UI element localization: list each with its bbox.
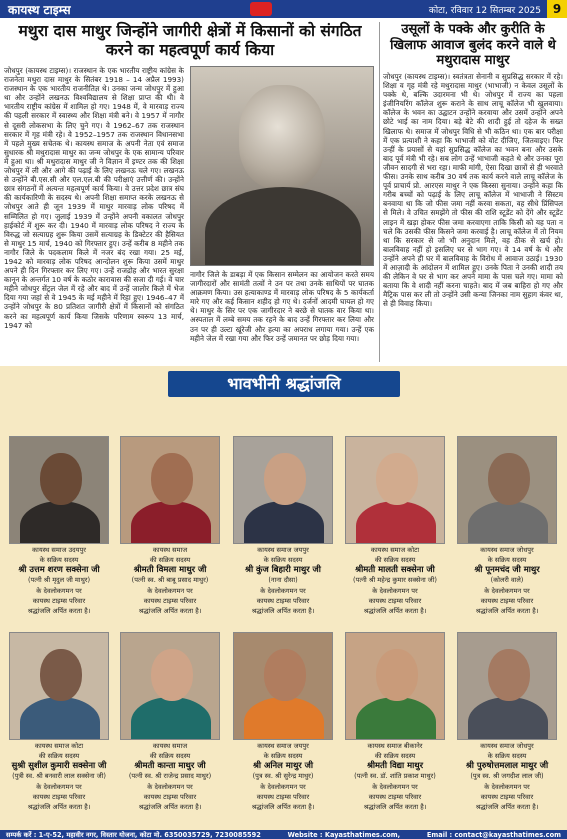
tribute-role: के सक्रिय सदस्य [263, 752, 303, 761]
tribute-name: श्री उत्तम शरण सक्सेना जी [18, 564, 100, 575]
tribute-name: श्रीमती विमला माथुर जी [133, 564, 207, 575]
tribute-card [455, 436, 559, 615]
photo-head [264, 453, 306, 505]
main-headline: मथुरा दास माथुर जिन्होंने जागीरी क्षेत्रों में किसानों को संगठित करने का महत्वपूर्ण कार्य किया [18, 22, 362, 59]
tribute-card [455, 632, 559, 811]
portrait-body [205, 187, 361, 266]
tribute-relation: (पुत्री स्व. श्री बनवारी लाल सक्सेना जी) [12, 772, 106, 781]
tribute-relation: (पत्नी श्री महेन्द्र कुमार सक्सेना जी) [353, 576, 437, 585]
tribute-title: भावभीनी श्रद्धांजलि [168, 371, 400, 397]
tribute-line: के देवलोकगमन पर [484, 586, 530, 595]
tribute-photo [9, 436, 109, 544]
tribute-line: कायस्थ टाइम्स परिवार [480, 596, 534, 605]
tribute-community: कायस्थ समाज जयपुर [257, 742, 309, 750]
tribute-line: कायस्थ टाइम्स परिवार [32, 596, 86, 605]
tribute-relation: (नाना दौसा) [268, 576, 298, 585]
tribute-line: के देवलोकगमन पर [372, 782, 418, 791]
photo-head [488, 649, 530, 701]
tribute-name: श्रीमती कान्ता माथुर जी [134, 760, 206, 771]
tribute-role: की सक्रिय सदस्य [38, 752, 80, 761]
photo-body [20, 501, 100, 544]
footer-bar [0, 830, 567, 839]
tribute-line: श्रद्धांजलि अर्पित करता है। [138, 607, 202, 616]
tribute-community: कायस्थ समाज कोटा [34, 742, 84, 750]
photo-body [244, 501, 324, 544]
main-article-col2: नागौर जिले के डाबड़ा में एक किसान सम्मेलन का आयोजन करते समय जागीरदारों और सामंती तत्वों ने उन पर तथा उनके साथियों पर घातक आक्रमण किया। उस हत्याकाण्ड में मारवाड़ लोक परिषद के 5 कार्यकर्ता मारे गए और कई किसान शहीद हो गए थे। दर्जनों आदमी घायल हो गए थे। माथुर के सिर पर एक जागीरदार ने बरछे से घातक वार किया था। अस्पताल में लम्बे समय तक रहने के बाद उन्हें गिरफ्तार कर लिया और उन पर ही उल्टा खूंरेजी और हत्या का अपराध लगाया गया। उन्हें एक महीने जेल में रखा गया और फिर उन्हें जमानत पर छोड़ दिया गया। [190, 270, 374, 343]
tribute-role: की सक्रिय सदस्य [149, 752, 191, 761]
tribute-name: श्री पुरुषोत्तमलाल माथुर जी [465, 760, 549, 771]
photo-body [131, 697, 211, 740]
tribute-line: श्रद्धांजलि अर्पित करता है। [363, 607, 427, 616]
main-article-col1: जोधपुर (कायस्थ टाइम्स)। राजस्थान के एक भारतीय राष्ट्रीय कांग्रेस के राजनेता मथुरा दास माथुर के सितंबर 1918 – 14 अप्रैल 1993) राजस्थान के एक भारतीय राजनीतिज्ञ थे। उनका जन्म जोधपुर में हुआ था और उन्होंने लखनऊ विश्वविद्यालय से शिक्षा प्राप्त की थी। वे भारतीय राष्ट्रीय कांग्रेस में शामिल हो गए। 1948 में, वे मारवाड़ राज्य की पहली सरकार में स्वास्थ्य और शिक्षा मंत्री बने। वे 1957 में नागौर से दूसरी लोकसभा के लिए चुने गए। वे 1962–67 तक राजस्थान सरकार में गृह मंत्री रहे। वे 1952–1957 तक राजस्थान विधानसभा में पहले मुख्य सचेतक थे। कायस्थ समाज के अपनी नेता एवं समाज सुधारक श्री मथुरादास माथुर का जन्म जोधपुर के एक सामान्य परिवार में हुआ था। श्री मथुरादास माथुर जी ने विज्ञान में इण्टर तक की शिक्षा जोधपुर में ली और आगे की पढ़ाई के लिए लखनऊ चले गए। लखनऊ से उन्होंने बी.एस.सी और एल.एल.बी की परीक्षाएं उत्तीर्ण की। उन्होंने छात्र संगठनों में अत्यन्त महत्वपूर्ण कार्य किया। वे उत्तर प्रदेश छात्र संघ की कार्यकारिणी के सदस्य थे। अपनी शिक्षा समाप्त करके लखनऊ से जोधपुर आते ही जून 1939 में माथुर मारवाड़ लोक परिषद में सम्मिलित हो गए। जुलाई 1939 में उन्होंने अपनी वकालत जोधपुर हाईकोर्ट में शुरू कर दी। 1940 में मारवाड़ लोक परिषद ने राज्य के विरुद्ध जो सत्याग्रह शुरू किया उसमें सत्याग्रह के डिक्टेटर की हैसियत से माथुर 15 मार्च, 1940 को गिरफ्तार हुए। उन्हें करीब 8 महीने तक नागौर जिले के पदकलाम किले में नजर बंद रखा गया। 25 मई, 1942 को मारवाड़ लोक परिषद आन्दोलन शुरू किया उसमें माथुर अपने ही दिन गिरफ्तार कर लिए गए। उन्हें राजद्रोह और भारत सुरक्षा कानून के अन्तर्गत 10 वर्ष के कठोर कारावास की सजा दी गई। वे चार महीने जोधपुर सेंट्रल जेल में रहे और बाद में उन्हें जालोर किले में भेज दिया गया जहां से वे 1945 के मई महीने में रिहा हुए। 1946–47 में उन्होंने जोधपुर के 80 प्रतिशत जागीरी क्षेत्रों में किसानों को संगठित करने का महत्वपूर्ण कार्य किया जिसके परिणाम स्वरूप 13 मार्च, 1947 को [4, 66, 184, 330]
tribute-name: श्री कुंज बिहारी माथुर जी [245, 564, 321, 575]
photo-head [376, 453, 418, 505]
tribute-community: कायस्थ समाज जोधपुर [480, 546, 534, 554]
tribute-line: श्रद्धांजलि अर्पित करता है। [251, 607, 315, 616]
tribute-line: श्रद्धांजलि अर्पित करता है। [363, 803, 427, 812]
photo-head [264, 649, 306, 701]
tribute-line: के देवलोकगमन पर [147, 586, 193, 595]
photo-body [131, 501, 211, 544]
tribute-name: श्रीमती मालती सक्सेना जी [355, 564, 435, 575]
tribute-line: के देवलोकगमन पर [36, 586, 82, 595]
tribute-relation: (पत्नी स्व. डॉ. शांति प्रकाश माथुर) [354, 772, 436, 781]
tribute-community: कायस्थ समाज [152, 742, 188, 750]
photo-head [40, 649, 82, 701]
brand-title: कायस्थ टाइम्स [8, 2, 71, 17]
tribute-card [343, 632, 447, 811]
right-headline: उसूलों के पक्के और कुरीति के खिलाफ आवाज बुलंद करने वाले थे मथुरादास माथुर [390, 22, 556, 68]
tribute-name: सुश्री सुशील कुमारी सक्सेना जी [11, 760, 107, 771]
tribute-line: श्रद्धांजलि अर्पित करता है। [27, 607, 91, 616]
tribute-name: श्री अनिल माथुर जी [252, 760, 314, 771]
tribute-name: श्रीमती विद्या माथुर [366, 760, 424, 771]
tribute-card [231, 632, 335, 811]
tribute-photo [120, 436, 220, 544]
photo-body [468, 697, 548, 740]
tribute-line: कायस्थ टाइम्स परिवार [368, 792, 422, 801]
tribute-relation: (पत्नी स्व. श्री बाबू प्रसाद माथुर) [131, 576, 209, 585]
tribute-photo [233, 436, 333, 544]
issue-date: कोटा, रविवार 12 सितम्बर 2025 [428, 5, 541, 16]
column-divider [379, 22, 380, 362]
tribute-line: के देवलोकगमन पर [260, 782, 306, 791]
tribute-photo [120, 632, 220, 740]
tribute-photo [457, 436, 557, 544]
photo-body [468, 501, 548, 544]
tribute-relation: (पुत्र स्व. श्री सुरेन्द्र माथुर) [252, 772, 314, 781]
tribute-line: कायस्थ टाइम्स परिवार [32, 792, 86, 801]
tribute-line: श्रद्धांजलि अर्पित करता है। [475, 607, 539, 616]
footer-website: Website : Kayasthatimes.com, [287, 830, 401, 839]
photo-head [151, 649, 193, 701]
tribute-relation: (पुत्र स्व. श्री जगदीश लाल जी) [470, 772, 544, 781]
tribute-community: कायस्थ समाज जयपुर [257, 546, 309, 554]
tribute-role: के सक्रिय सदस्य [263, 556, 303, 565]
tribute-line: के देवलोकगमन पर [36, 782, 82, 791]
tribute-line: कायस्थ टाइम्स परिवार [256, 596, 310, 605]
tribute-line: कायस्थ टाइम्स परिवार [143, 792, 197, 801]
photo-body [356, 501, 436, 544]
tribute-role: की सक्रिय सदस्य [374, 556, 416, 565]
tribute-line: के देवलोकगमन पर [484, 782, 530, 791]
tribute-line: कायस्थ टाइम्स परिवार [256, 792, 310, 801]
tribute-role: की सक्रिय सदस्य [374, 752, 416, 761]
tribute-card [231, 436, 335, 615]
tribute-card [7, 436, 111, 615]
page-number: 9 [547, 0, 567, 18]
photo-body [356, 697, 436, 740]
tribute-role: के सक्रिय सदस्य [39, 556, 79, 565]
tribute-community: कायस्थ समाज बीकानेर [367, 742, 423, 750]
tribute-card [118, 632, 222, 811]
tribute-line: श्रद्धांजलि अर्पित करता है। [27, 803, 91, 812]
masthead-bar [0, 0, 567, 18]
tribute-community: कायस्थ समाज [152, 546, 188, 554]
portrait-head [239, 85, 325, 189]
tribute-photo [345, 632, 445, 740]
footer-contact: सम्पर्क करें : 1-ए-52, महावीर नगर, विस्तार योजना, कोटा मो. 6350035729, 7230085592 [6, 831, 261, 839]
tribute-name: श्री पूनमचंद जी माथुर [474, 564, 540, 575]
tribute-line: के देवलोकगमन पर [147, 782, 193, 791]
emblem-icon [250, 2, 272, 16]
photo-head [488, 453, 530, 505]
tribute-line: कायस्थ टाइम्स परिवार [143, 596, 197, 605]
tribute-photo [9, 632, 109, 740]
tribute-photo [457, 632, 557, 740]
photo-body [244, 697, 324, 740]
tribute-card [343, 436, 447, 615]
tribute-relation: (पत्नी स्व. श्री राजेन्द्र प्रसाद माथुर) [128, 772, 212, 781]
photo-head [40, 453, 82, 505]
tribute-role: के सक्रिय सदस्य [487, 752, 527, 761]
footer-email: Email : contact@kayasthatimes.com [426, 830, 561, 839]
right-article-body: जोधपुर (कायस्थ टाइम्स)। स्वतंत्रता सेनानी व सुप्रसिद्ध सरकार में रहे। शिक्षा व गृह मंत्री रहे मथुरादास माथुर (भाभाजी) न केवल उसूलों के पक्के थे, बल्कि उदारमना भी थे। जोधपुर में राज्य का पहला इंजीनियरिंग कॉलेज शुरू कराने के साथ लाचू कॉलेज भी खुलवाया। कॉलेज के भवन का उद्घाटन उन्होंने करवाया और उसमें उन्होंने अपने छोटे भाई का नाम दिया। बड़े बेटे की शादी हुई तो दहेज के सख्त खिलाफ थे। समाज में जोधपुर विधि से भी कठिन था। एक बार परीक्षा में एक प्रत्याशी ने कहा कि भाभाजी को वोट दीजिए, जितवाइए। फिर उन्हीं के प्रयासों से यहां सुप्रसिद्ध कॉलेज का भवन बना और उसके बाद पूर्व मंत्री भी रहे। सब लोग उन्हें भाभाजी कहते थे और उनका पूरा जीवन सादगी से भरा रहा। माफी मांगी, ऐसा दिखा छात्रों से ही भरवाते फीस। उनके साथ करीब 30 वर्ष तक कार्य करने वाले लाचू कॉलेज के पूर्व प्राचार्य प्रो. आरएस माथुर ने एक किस्सा सुनाया। उन्होंने कहा कि गरीब बच्चों को पढ़ाई के लिए लाचू कॉलेज में भाभाजी ने सिस्टम बनवाया था कि जो फीस जमा नहीं करवा सकता, वह सीधे प्रिंसिपल से मिले। वे उचित समझेंगे तो फीस की राशि स्टूडेंट को देंगे और स्टूडेंट लाइन में खड़ा होकर फीस जमा करवाएगा ताकि किसी को यह पता न चले कि उसकी फीस किसने जमा करवाई है। लाचू कॉलेज में तो नियम था कि सरकार से जो भी अनुदान मिले, वह ठीक से खर्च हो। बालविवाह नहीं हो इसलिए घर से भाग गए। वे 14 वर्ष के थे और उन्होंने अपने ही घर में बालविवाह के विरोध में आवाज उठाई। 1930 में आज़ादी के आंदोलन में शामिल हुए। उनके पिता ने उनकी शादी तय की लेकिन वे घर से भाग कर अपने मामा के पास चले गए। मामा को बताया कि वे शादी नहीं करना चाहते। बाद में जब बाहिरा हो गए और मैट्रिक पास कर ली तो उन्होंने उसी कन्या जिनका नाम सुहाग कंवर था, से ही विवाह किया। [383, 72, 563, 309]
tribute-role: के सक्रिय सदस्य [487, 556, 527, 565]
tribute-line: श्रद्धांजलि अर्पित करता है। [251, 803, 315, 812]
tribute-line: कायस्थ टाइम्स परिवार [480, 792, 534, 801]
tribute-line: के देवलोकगमन पर [260, 586, 306, 595]
tribute-community: कायस्थ समाज जोधपुर [480, 742, 534, 750]
tribute-relation: (पत्नी श्री मृदुल जी माथुर) [27, 576, 91, 585]
tribute-line: श्रद्धांजलि अर्पित करता है। [475, 803, 539, 812]
tribute-community: कायस्थ समाज कोटा [370, 546, 420, 554]
photo-head [376, 649, 418, 701]
portrait-photo [190, 66, 374, 266]
tribute-line: कायस्थ टाइम्स परिवार [368, 596, 422, 605]
tribute-photo [233, 632, 333, 740]
tribute-card [118, 436, 222, 615]
photo-body [20, 697, 100, 740]
photo-head [151, 453, 193, 505]
tribute-line: श्रद्धांजलि अर्पित करता है। [138, 803, 202, 812]
tribute-photo [345, 436, 445, 544]
tribute-community: कायस्थ समाज उदयपुर [32, 546, 86, 554]
tribute-role: की सक्रिय सदस्य [149, 556, 191, 565]
tribute-card [7, 632, 111, 811]
tribute-line: के देवलोकगमन पर [372, 586, 418, 595]
tribute-relation: (कोलरी वाले) [490, 576, 524, 585]
